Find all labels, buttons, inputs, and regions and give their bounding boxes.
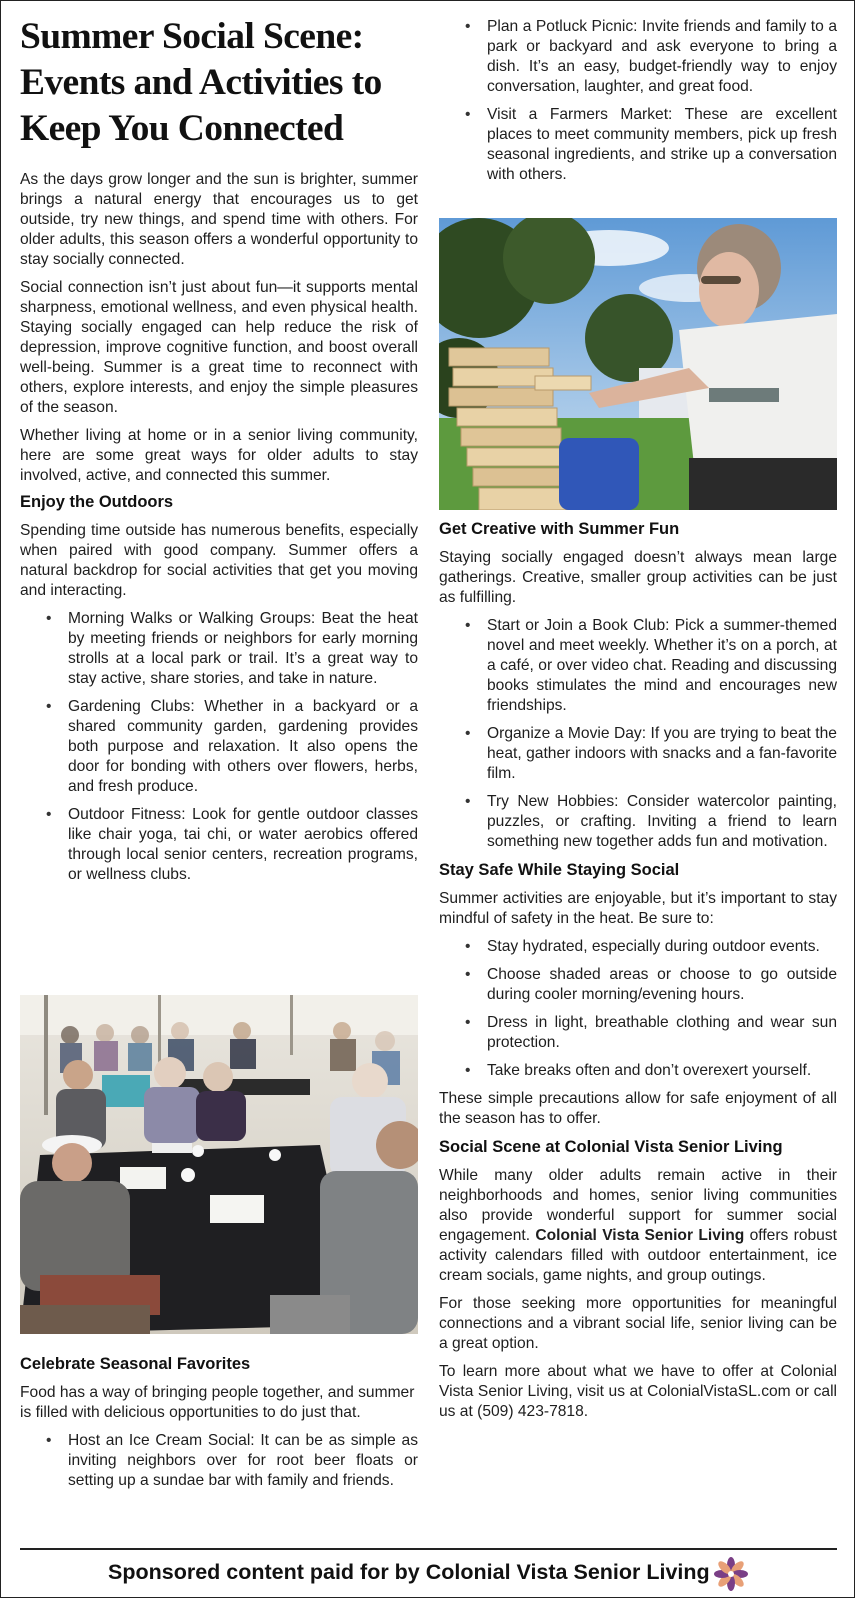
heading-celebrate-seasonal: Celebrate Seasonal Favorites: [20, 1355, 251, 1373]
sponsored-notice: Sponsored content paid for by Colonial Vista Senior Living: [108, 1560, 710, 1584]
intro-paragraph-3: Whether living at home or in a senior living community, here are some great ways for older adults to stay involved, active, and connected this summer.: [20, 427, 418, 484]
heading-enjoy-outdoors: Enjoy the Outdoors: [20, 493, 174, 511]
colonial-paragraph-1: [439, 1166, 837, 1286]
right-column-bottom: [439, 519, 837, 1430]
creative-paragraph: Staying socially engaged doesn’t always mean large gatherings. Creative, smaller group activities can be just as fulfilling.: [439, 549, 837, 606]
outdoors-paragraph: Spending time outside has numerous benefits, especially when paired with good company. Summer offers a natural backdrop for social activities that get you moving and interacting.: [20, 522, 418, 599]
photo-giant-jenga: [439, 218, 837, 510]
list-item-new-hobbies: • Try New Hobbies: Consider watercolor painting, puzzles, or crafting. Inviting a friend to learn something new together adds fun and motivation.: [487, 792, 837, 852]
colonial-paragraph-2: For those seeking more opportunities for meaningful connections and a vibrant social life, senior living can be a great option.: [439, 1295, 837, 1352]
intro-paragraph-2: Social connection isn’t just about fun—it supports mental sharpness, emotional wellness, and even physical health. Staying socially engaged can help reduce the risk of depression, improve cognitive function, and boost overall well-being. Summer is a great time to reconnect with others, explore interests, and enjoy the simple pleasures of the season.: [20, 279, 418, 416]
flower-logo-icon: [713, 1556, 749, 1592]
photo-picnic-gathering: [20, 995, 418, 1334]
list-item-farmers-market: • Visit a Farmers Market: These are excellent places to meet community members, pick up fresh seasonal ingredients, and strike up a conversation with others.: [487, 105, 837, 185]
list-item-take-breaks: • Take breaks often and don’t overexert yourself.: [487, 1061, 837, 1081]
list-item-hydrated: • Stay hydrated, especially during outdoor events.: [487, 937, 837, 957]
intro-paragraph-1: As the days grow longer and the sun is brighter, summer brings a natural energy that encourages us to get outside, try new things, and spend time with others. For older adults, this season offers a wonderful opportunity to stay socially connected.: [20, 171, 418, 268]
colonial-paragraph-3: To learn more about what we have to offer at Colonial Vista Senior Living, visit us at ColonialVistaSL.com or call us at (509) 423-7818.: [439, 1363, 837, 1420]
colonial-p1-start: While many older adults remain active in their neighborhoods and homes, senior living communities also provide wonderful support for summer social engagement.: [439, 1167, 837, 1244]
list-item-book-club: • Start or Join a Book Club: Pick a summer-themed novel and meet weekly. Whether it’s on a porch, at a café, or over video chat. Reading and discussing books stimulates the mind and encourages new friendships.: [487, 616, 837, 716]
list-item-shaded-areas: • Choose shaded areas or choose to go outside during cooler morning/evening hours.: [487, 965, 837, 1005]
right-column: [439, 17, 837, 193]
colonial-p1-end: offers robust activity calendars filled with outdoor entertainment, ice cream socials, game nights, and group outings.: [439, 1227, 837, 1284]
outdoors-list: [20, 609, 418, 885]
heading-colonial-vista: Social Scene at Colonial Vista Senior Living: [439, 1138, 783, 1156]
list-item-potluck-picnic: • Plan a Potluck Picnic: Invite friends and family to a park or backyard and ask everyone to bring a dish. It’s an easy, budget-friendly way to enjoy conversation, laughter, and great food.: [487, 17, 837, 97]
heading-stay-safe: Stay Safe While Staying Social: [439, 861, 680, 879]
list-item-gardening-clubs: • Gardening Clubs: Whether in a backyard or a shared community garden, gardening provides both purpose and relaxation. It also opens the door for bonding with others over flowers, herbs, and fresh produce.: [68, 697, 418, 797]
left-column: [20, 0, 418, 893]
seasonal-paragraph: Food has a way of bringing people together, and summer is filled with delicious opportunities to do just that.: [20, 1384, 415, 1421]
seasonal-list-right: [439, 17, 837, 185]
safe-list: [439, 937, 837, 1081]
safe-paragraph: Summer activities are enjoyable, but it’s important to stay mindful of safety in the heat. Be sure to:: [439, 890, 837, 927]
creative-list: [439, 616, 837, 852]
heading-get-creative: Get Creative with Summer Fun: [439, 520, 680, 538]
list-item-light-clothing: • Dress in light, breathable clothing and wear sun protection.: [487, 1013, 837, 1053]
list-item-morning-walks: • Morning Walks or Walking Groups: Beat the heat by meeting friends or neighbors for early morning strolls at a local park or trail. It’s a great way to stay active, share stories, and take in nature.: [68, 609, 418, 689]
left-column-bottom: [20, 1354, 418, 1499]
seasonal-list-left: [20, 1431, 418, 1491]
list-item-ice-cream-social: • Host an Ice Cream Social: It can be as simple as inviting neighbors over for root beer floats or setting up a sundae bar with family and friends.: [68, 1431, 418, 1491]
colonial-brand-name: Colonial Vista Senior Living: [535, 1227, 745, 1244]
list-item-movie-day: • Organize a Movie Day: If you are trying to beat the heat, gather indoors with snacks and a fan-favorite film.: [487, 724, 837, 784]
safe-closing-paragraph: These simple precautions allow for safe enjoyment of all the season has to offer.: [439, 1090, 837, 1127]
article-title: Summer Social Scene: Events and Activities to Keep You Connected: [20, 16, 382, 149]
footer: [20, 1548, 837, 1596]
list-item-outdoor-fitness: • Outdoor Fitness: Look for gentle outdoor classes like chair yoga, tai chi, or water aerobics offered through local senior centers, recreation programs, or wellness clubs.: [68, 805, 418, 885]
